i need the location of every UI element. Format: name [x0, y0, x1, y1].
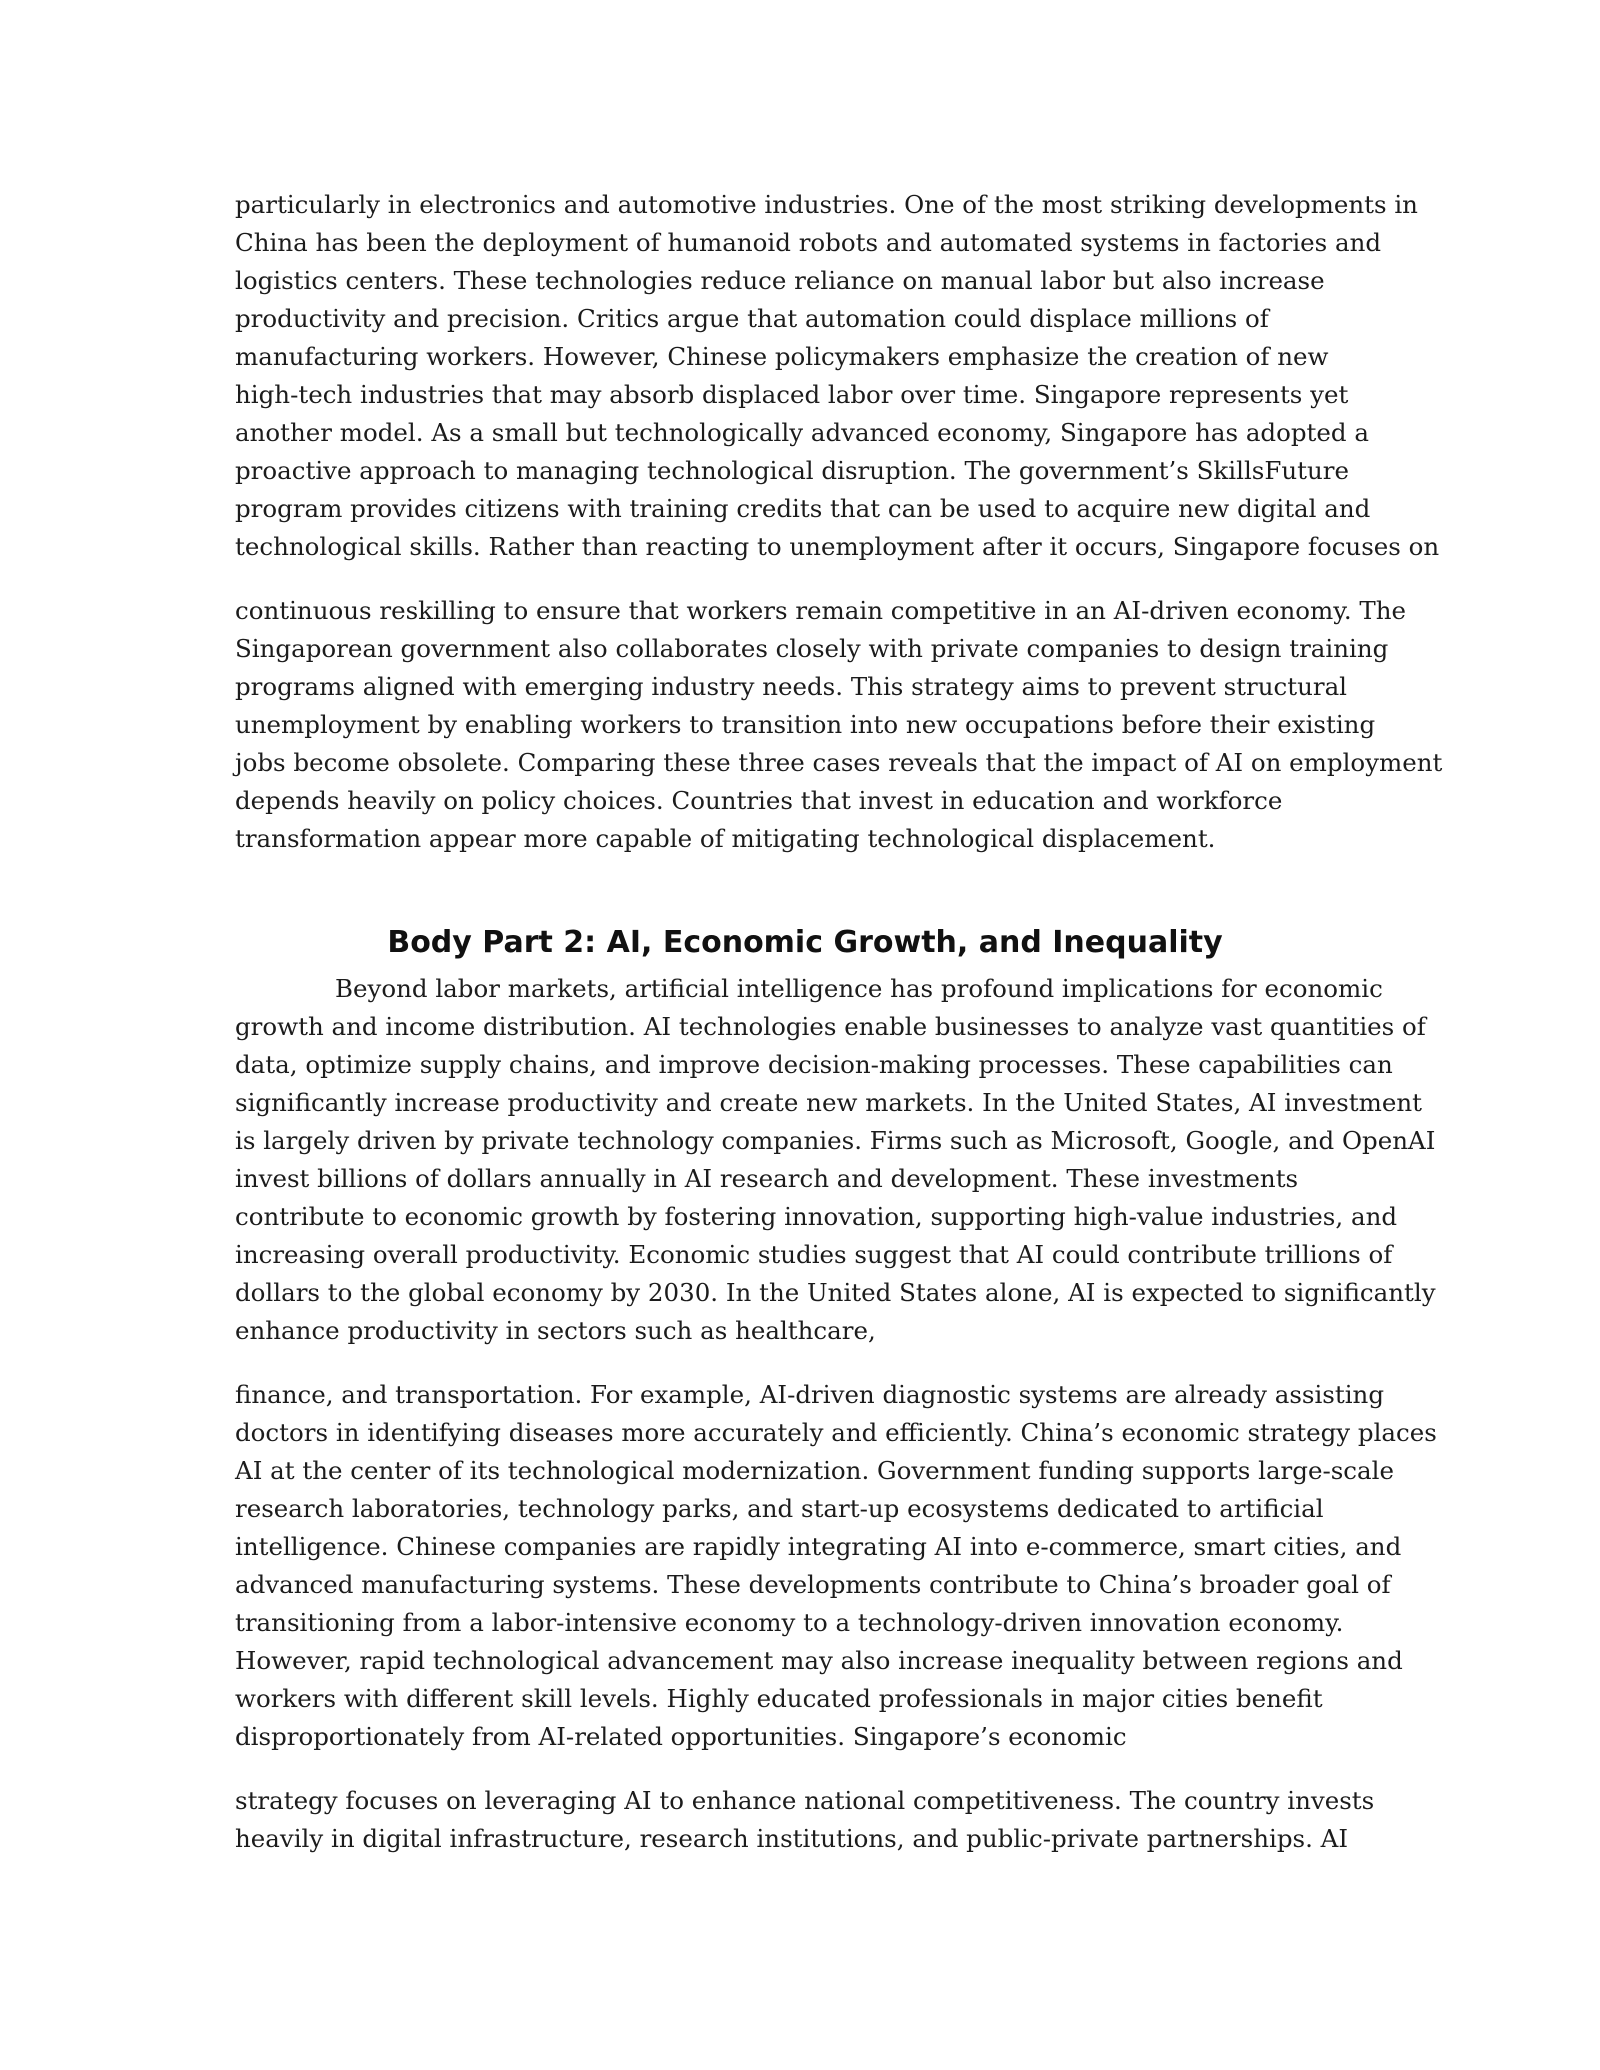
text-line: manufacturing workers. However, Chinese policymakers emphasize the creation of new — [235, 342, 1329, 371]
text-line: invest billions of dollars annually in AI research and development. These investments — [235, 1164, 1299, 1193]
paragraph-block-4 — [235, 1376, 1437, 1756]
text-line: technological skills. Rather than reacting to unemployment after it occurs, Singapore focuses on — [235, 532, 1440, 561]
text-line: dollars to the global economy by 2030. In the United States alone, AI is expected to significantly — [235, 1278, 1436, 1307]
section-heading: Body Part 2: AI, Economic Growth, and Inequality — [387, 925, 1223, 960]
text-line: AI at the center of its technological modernization. Government funding supports large-scale — [235, 1456, 1394, 1485]
text-line: productivity and precision. Critics argue that automation could displace millions of — [235, 304, 1269, 333]
text-line: finance, and transportation. For example, AI-driven diagnostic systems are already assisting — [235, 1380, 1385, 1409]
text-line: advanced manufacturing systems. These developments contribute to China’s broader goal of — [235, 1570, 1391, 1599]
text-line: Singaporean government also collaborates closely with private companies to design training — [235, 634, 1389, 663]
paragraph-block-1 — [235, 186, 1440, 566]
text-line: data, optimize supply chains, and improve decision-making processes. These capabilities can — [235, 1050, 1393, 1079]
text-line: disproportionately from AI-related opportunities. Singapore’s economic — [235, 1722, 1127, 1751]
text-line: workers with different skill levels. Highly educated professionals in major cities benefit — [235, 1684, 1323, 1713]
text-line: However, rapid technological advancement may also increase inequality between regions and — [235, 1646, 1403, 1675]
text-line: strategy focuses on leveraging AI to enhance national competitiveness. The country invests — [235, 1786, 1375, 1815]
text-line: intelligence. Chinese companies are rapidly integrating AI into e-commerce, smart cities, and — [235, 1532, 1402, 1561]
text-line: growth and income distribution. AI technologies enable businesses to analyze vast quantities of — [235, 1012, 1426, 1041]
text-line: contribute to economic growth by fostering innovation, supporting high-value industries, and — [235, 1202, 1398, 1231]
paragraph-block-3 — [235, 970, 1436, 1350]
text-line: transitioning from a labor-intensive economy to a technology-driven innovation economy. — [235, 1608, 1344, 1637]
text-line: enhance productivity in sectors such as healthcare, — [235, 1316, 876, 1345]
text-line: significantly increase productivity and create new markets. In the United States, AI investment — [235, 1088, 1422, 1117]
text-line: continuous reskilling to ensure that workers remain competitive in an AI-driven economy. The — [235, 596, 1407, 625]
paragraph-block-2 — [235, 592, 1443, 858]
text-line: is largely driven by private technology companies. Firms such as Microsoft, Google, and OpenAI — [235, 1126, 1436, 1155]
text-line: high-tech industries that may absorb displaced labor over time. Singapore represents yet — [235, 380, 1349, 409]
text-line: heavily in digital infrastructure, research institutions, and public-private partnerships. AI — [235, 1824, 1349, 1853]
text-line: unemployment by enabling workers to transition into new occupations before their existing — [235, 710, 1376, 739]
text-line: increasing overall productivity. Economic studies suggest that AI could contribute trillions of — [235, 1240, 1393, 1269]
text-line: research laboratories, technology parks, and start-up ecosystems dedicated to artificial — [235, 1494, 1324, 1523]
text-line: Beyond labor markets, artificial intelligence has profound implications for economic — [335, 974, 1383, 1003]
text-line: China has been the deployment of humanoid robots and automated systems in factories and — [235, 228, 1382, 257]
text-line: another model. As a small but technologically advanced economy, Singapore has adopted a — [235, 418, 1369, 447]
paragraph-block-5 — [235, 1782, 1375, 1858]
text-line: particularly in electronics and automotive industries. One of the most striking developments in — [235, 190, 1418, 219]
text-line: program provides citizens with training credits that can be used to acquire new digital and — [235, 494, 1371, 523]
text-line: transformation appear more capable of mitigating technological displacement. — [235, 824, 1216, 853]
text-line: programs aligned with emerging industry needs. This strategy aims to prevent structural — [235, 672, 1348, 701]
text-line: jobs become obsolete. Comparing these three cases reveals that the impact of AI on employment — [235, 748, 1443, 777]
text-line: depends heavily on policy choices. Countries that invest in education and workforce — [235, 786, 1283, 815]
text-line: doctors in identifying diseases more accurately and efficiently. China’s economic strategy places — [235, 1418, 1437, 1447]
text-line: proactive approach to managing technological disruption. The government’s SkillsFuture — [235, 456, 1349, 485]
text-line: logistics centers. These technologies reduce reliance on manual labor but also increase — [235, 266, 1325, 295]
